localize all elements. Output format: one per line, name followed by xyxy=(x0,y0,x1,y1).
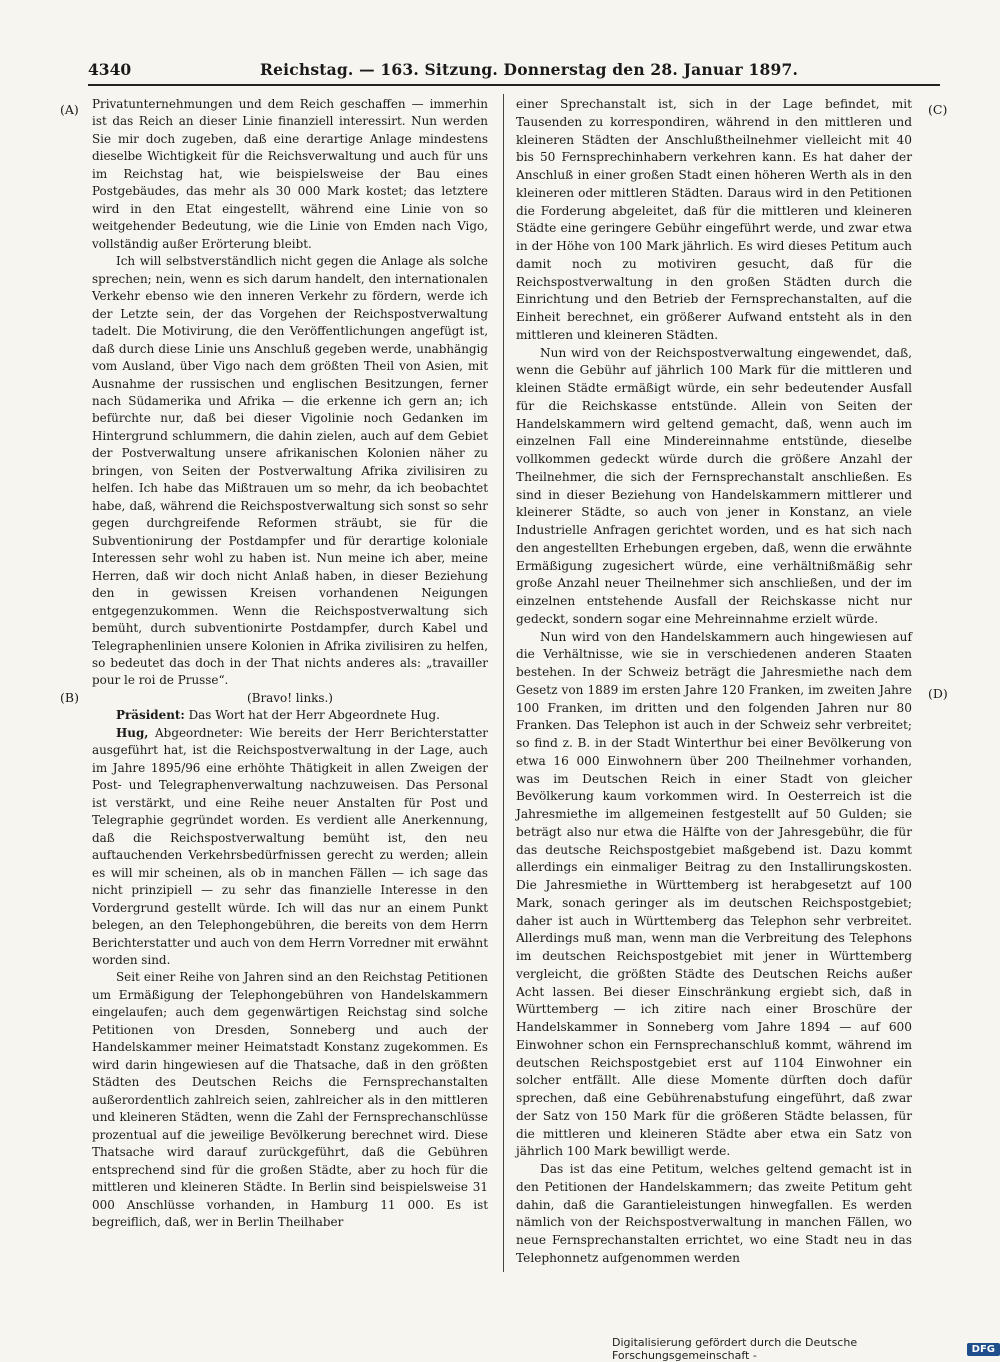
column-divider xyxy=(503,94,504,1272)
page-header xyxy=(88,58,940,86)
right-column xyxy=(516,96,912,1268)
hug-speech xyxy=(92,725,488,970)
speaker-label: Hug, xyxy=(116,725,149,740)
footer-text: Digitalisierung gefördert durch die Deutsche Forschungsgemeinschaft - xyxy=(612,1336,858,1362)
applause-note: (Bravo! links.) xyxy=(247,690,333,705)
paragraph: Seit einer Reihe von Jahren sind an den Reichstag Petitionen um Ermäßigung der Telephongebühren von Handelskammern eingelaufen; auch dem gegenwärtigen Reichstag sind solche Petitionen von Dresden, Sonneberg und auch der Handelskammer meiner Heimatstadt Konstanz zugekommen. Es wird darin hingewiesen auf die Thatsache, daß in den größten Städten des Deutschen Reichs die Fernsprechanstalten außerordentlich zahlreich seien, zahlreicher als in den mittleren und kleineren Städten, wenn die Zahl der Fernsprechanschlüsse prozentual auf die jeweilige Bevölkerung berechnet wird. Diese Thatsache wird darauf zurückgeführt, daß die Gebühren entsprechend sind für die großen Städte, aber zu hoch für die mittleren und kleineren Städte. In Berlin sind beispielsweise 31 000 Anschlüsse vorhanden, in Hamburg 11 000. Es ist begreiflich, daß, wer in Berlin Theilhaber xyxy=(92,970,488,1229)
paragraph: Nun wird von der Reichspostverwaltung eingewendet, daß, wenn die Gebühr auf jährlich 100 Mark für die mittleren und kleinen Städte ermäßigt würde, ein sehr bedeutender Ausfall für die Reichskasse entstünde. Allein von Seiten der Handelskammern wird geltend gemacht, daß, wenn auch im einzelnen Fall eine Mindereinnahme entstünde, dieselbe vollkommen gedeckt würde durch die größere Anzahl der Theilnehmer, die sich der Fernsprechanstalt anschließen. Es sind in dieser Beziehung von Handelskammern mittlerer und kleinerer Städte, so auch von jener in Konstanz, an viele Industrielle Anfragen gerichtet worden, und es hat sich nach den angestellten Erhebungen ergeben, daß, wenn die erwähnte Ermäßigung zugesichert würde, eine verhältnißmäßig sehr große Anzahl neuer Theilnehmer sich anschließen, und der im einzelnen entstehende Ausfall der Reichskasse nicht nur gedeckt, sondern sogar eine Mehreinnahme erzielt würde. xyxy=(516,345,912,626)
page-number: 4340 xyxy=(88,60,132,79)
margin-marker-d: (D) xyxy=(928,686,948,701)
president-speech xyxy=(92,707,488,724)
speech-text: Abgeordneter: Wie bereits der Herr Berichterstatter ausgeführt hat, ist die Reichspostverwaltung in der Lage, auch im Jahre 1895/96 eine erhöhte Thätigkeit in allen Zweigen der Post- und Telegraphenverwaltung nachzuweisen. Das Personal ist verstärkt, und eine Reihe neuer Anstalten für Post und Telegraphie gegründet worden. Es verdient alle Anerkennung, daß die Reichspostverwaltung bemüht ist, den neu auftauchenden Verkehrsbedürfnissen gerecht zu werden; allein es will mir scheinen, als ob in manchen Fällen — ich sage das nicht prinzipiell — zu sehr das finanzielle Interesse in den Vordergrund gestellt würde. Ich will das nur an einem Punkt belegen, an den Telephongebühren, die bereits von dem Herrn Berichterstatter und auch von dem Herrn Vorredner mit erwähnt worden sind. xyxy=(92,725,488,967)
dfg-logo-icon: DFG xyxy=(967,1343,1000,1356)
paragraph: Das ist das eine Petitum, welches geltend gemacht ist in den Petitionen der Handelskammern; das zweite Petitum geht dahin, daß die Garantieleistungen hinwegfallen. Es werden nämlich von der Reichspostverwaltung in manchen Fällen, wo neue Fernsprechanstalten errichtet, wo eine Stadt neu in das Telephonnetz aufgenommen werden xyxy=(516,1162,912,1265)
digitization-footer xyxy=(612,1336,1000,1362)
speaker-label: Präsident: xyxy=(116,708,185,723)
margin-marker-b: (B) xyxy=(60,690,79,705)
left-column xyxy=(92,96,488,1231)
paragraph: einer Sprechanstalt ist, sich in der Lage befindet, mit Tausenden zu korrespondiren, während in den mittleren und kleineren Städten der Anschlußtheilnehmer vielleicht mit 40 bis 50 Fernsprechinhabern verkehren kann. Es hat daher der Anschluß in einer großen Stadt einen höheren Werth als in den kleineren oder mittleren Städten. Daraus wird in den Petitionen die Forderung abgeleitet, daß für die mittleren und kleineren Städte eine geringere Gebühr eingeführt werde, und zwar etwa in der Höhe von 100 Mark jährlich. Es wird dieses Petitum auch damit noch zu motiviren gesucht, daß für die Reichspostverwaltung in den großen Städten durch die Einrichtung und den Betrieb der Fernsprechanstalten, auf die Einheit berechnet, ein größerer Aufwand entsteht als in den mittleren und kleineren Städten. xyxy=(516,97,912,342)
paragraph: Nun wird von den Handelskammern auch hingewiesen auf die Verhältnisse, wie sie in verschiedenen anderen Staaten bestehen. In der Schweiz beträgt die Jahresmiethe nach dem Gesetz von 1889 im ersten Jahre 120 Franken, im zweiten Jahre 100 Franken, im dritten und den folgenden Jahren nur 80 Franken. Das Telephon ist auch in der Schweiz sehr verbreitet; so find z. B. in der Stadt Winterthur bei einer Bevölkerung von etwa 16 000 Einwohnern über 200 Theilnehmer vorhanden, was im Deutschen Reich in einer Stadt von gleicher Bevölkerung kaum vorkommen wird. In Oesterreich ist die Jahresmiethe im allgemeinen festgestellt auf 50 Gulden; sie beträgt also nur etwa die Hälfte von der Jahresgebühr, die für das deutsche Reichspostgebiet maßgebend ist. Dazu kommt allerdings ein einmaliger Beitrag zu den Installirungskosten. Die Jahresmiethe in Württemberg ist herabgesetzt auf 100 Mark, sonach geringer als im deutschen Reichspostgebiet; daher ist auch in Württemberg das Telephon sehr verbreitet. Allerdings muß man, wenn man die Verbreitung des Telephons im deutschen Reichspostgebiet mit jener in Württemberg vergleicht, die größten Städte des Deutschen Reichs außer Acht lassen. Bei dieser Einschränkung ergiebt sich, daß in Württemberg — ich zitire nach einer Broschüre der Handelskammer in Sonneberg vom Jahre 1894 — auf 600 Einwohner schon ein Fernsprechanschluß kommt, während im deutschen Reichspostgebiet erst auf 1104 Einwohner ein solcher entfällt. Alle diese Momente dürften doch dafür sprechen, daß eine Gebührenabstufung eingeführt, daß zwar der Satz von 150 Mark für die größeren Städte belassen, für die mittleren und kleineren Städte aber etwa ein Satz von jährlich 100 Mark bewilligt werde. xyxy=(516,629,912,1159)
speech-text: Das Wort hat der Herr Abgeordnete Hug. xyxy=(184,708,440,723)
paragraph: Privatunternehmungen und dem Reich geschaffen — immerhin ist das Reich an dieser Linie finanziell interessirt. Nun werden Sie mir doch zugeben, daß eine derartige Anlage mindestens dieselbe Wichtigkeit für die Reichsverwaltung und auch für uns im Reichstag hat, wie beispielsweise der Bau eines Postgebäudes, das mehr als 30 000 Mark kostet; das letztere wird in den Etat eingestellt, während eine Linie von so weitgehender Bedeutung, wie die Linie von Emden nach Vigo, vollständig außer Erörterung bleibt. xyxy=(92,97,488,251)
margin-marker-a: (A) xyxy=(60,102,79,117)
running-title: Reichstag. — 163. Sitzung. Donnerstag den 28. Januar 1897. xyxy=(260,60,799,79)
paragraph: Ich will selbstverständlich nicht gegen die Anlage als solche sprechen; nein, wenn es sich darum handelt, den internationalen Verkehr ebenso wie den inneren Verkehr zu fördern, werde ich der Letzte sein, der das Vorgehen der Reichspostverwaltung tadelt. Die Motivirung, die den Veröffentlichungen angefügt ist, daß durch diese Linie uns Anschluß gegeben werde, unabhängig vom Ausland, über Vigo nach dem größten Theil von Asien, mit Ausnahme der russischen und englischen Besitzungen, ferner nach Südamerika und Afrika — die erkenne ich gern an; ich befürchte nur, daß bei dieser Vigolinie noch Gedanken im Hintergrund schlummern, die dahin zielen, auch auf dem Gebiet der Postverwaltung unsere afrikanischen Kolonien näher zu bringen, von Seiten der Postverwaltung Afrika zivilisiren zu helfen. Ich habe das Mißtrauen um so mehr, da ich beobachtet habe, daß, während die Reichspostverwaltung sich sonst so sehr gegen durchgreifende Reformen sträubt, sie für die Subventionirung der Postdampfer und für derartige koloniale Interessen sehr wohl zu haben ist. Nun meine ich aber, meine Herren, daß wir doch nicht Anlaß haben, in dieser Beziehung den in gewissen Kreisen vorhandenen Neigungen entgegenzukommen. Wenn die Reichspostverwaltung sich bemüht, durch subventionirte Postdampfer, durch Kabel und Telegraphenlinien unsere Kolonien in Afrika zivilisiren zu helfen, so bedeutet das doch in der That nichts anderes als: „travailler pour le roi de Prusse“. xyxy=(92,254,488,688)
margin-marker-c: (C) xyxy=(928,102,948,117)
